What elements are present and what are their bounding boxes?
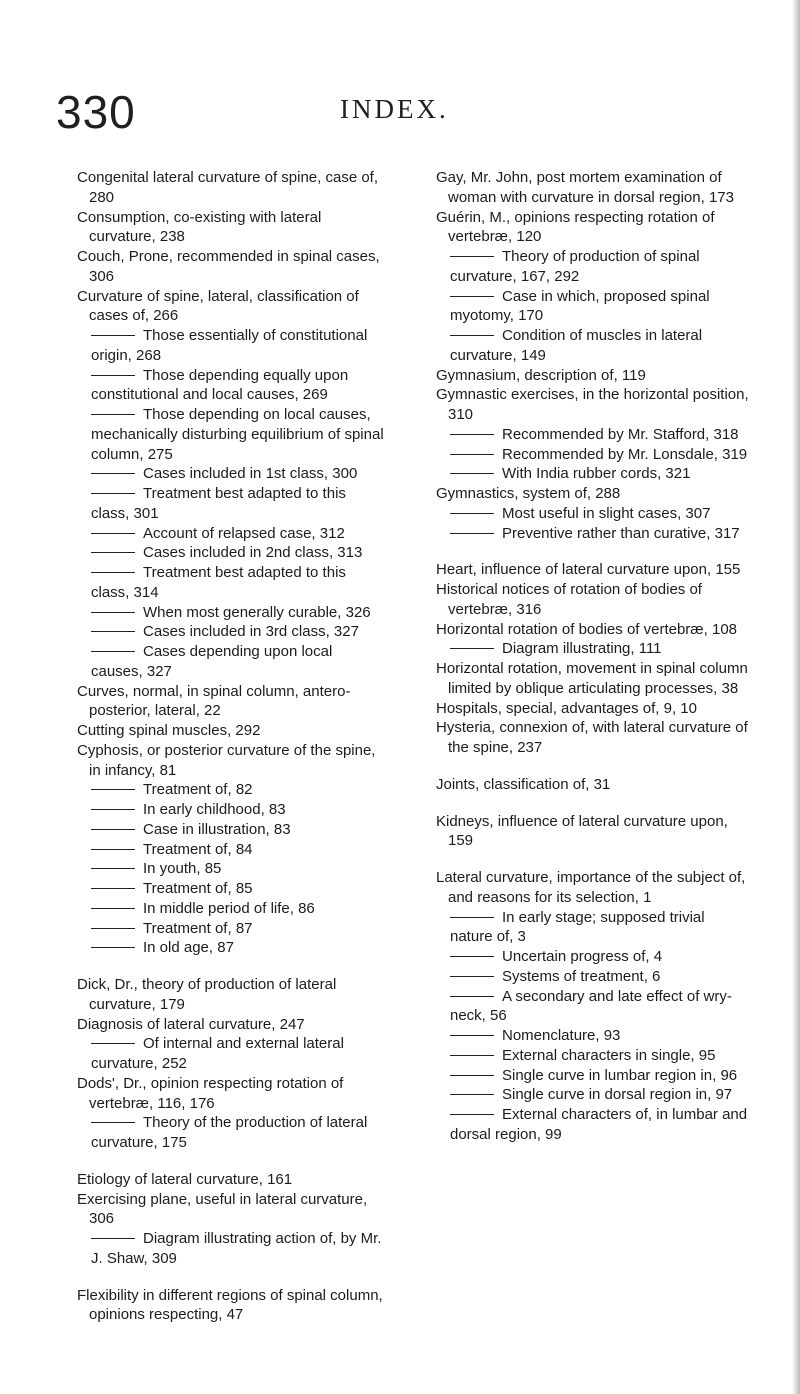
entry-text: Uncertain progress of, 4: [502, 948, 663, 965]
running-head: INDEX.: [340, 94, 449, 124]
ditto-dash: [91, 375, 135, 376]
index-subentry: [77, 524, 386, 544]
index-subentry: [77, 563, 386, 603]
index-subentry: [77, 780, 386, 800]
entry-text: Those essentially of constitutional origin, 268: [91, 327, 368, 364]
entry-text: Congenital lateral curvature of spine, case of, 280: [77, 169, 379, 206]
ditto-dash: [450, 976, 494, 977]
entry-text: Cyphosis, or posterior curvature of the spine, in infancy, 81: [77, 741, 376, 779]
entry-text: Couch, Prone, recommended in spinal cases, 306: [77, 248, 380, 285]
entry-text: In early childhood, 83: [143, 801, 286, 818]
index-subentry: [77, 859, 386, 879]
ditto-dash: [450, 1094, 494, 1095]
ditto-dash: [91, 1043, 135, 1044]
ditto-dash: [450, 1055, 494, 1056]
ditto-dash: [91, 1238, 135, 1239]
index-subentry: [77, 800, 386, 820]
index-subentry: [436, 967, 750, 987]
entry-text: Historical notices of rotation of bodies of vertebræ, 316: [436, 581, 702, 618]
entry-text: Guérin, M., opinions respecting rotation of vertebræ, 120: [436, 208, 715, 246]
entry-text: Treatment of, 85: [143, 880, 253, 897]
entry-text: Kidneys, influence of lateral curvature upon, 159: [436, 812, 728, 850]
entry-text: Hysteria, connexion of, with lateral curvature of the spine, 237: [436, 719, 748, 756]
index-entry: [436, 580, 750, 620]
index-entry: [77, 741, 386, 781]
index-entry: [436, 718, 750, 758]
index-subentry: [436, 464, 750, 484]
index-entry: [77, 682, 386, 722]
entry-text: Flexibility in different regions of spinal column, opinions respecting, 47: [77, 1286, 383, 1324]
index-subentry: [77, 938, 386, 958]
index-subentry: [77, 405, 386, 464]
entry-text: Diagnosis of lateral curvature, 247: [77, 1015, 305, 1033]
ditto-dash: [450, 454, 494, 455]
ditto-dash: [91, 789, 135, 790]
entry-text: Consumption, co-existing with lateral curvature, 238: [77, 208, 322, 246]
page-number: 330: [56, 86, 136, 138]
index-subentry: [436, 524, 750, 544]
ditto-dash: [450, 1035, 494, 1036]
entry-text: Lateral curvature, importance of the subject of, and reasons for its selection, 1: [436, 869, 746, 906]
index-subentry: [77, 366, 386, 406]
index-subentry: [77, 543, 386, 563]
entry-text: Those depending equally upon constitutional and local causes, 269: [91, 366, 349, 404]
entry-text: Cases included in 1st class, 300: [143, 465, 358, 483]
entry-text: Single curve in dorsal region in, 97: [502, 1086, 733, 1104]
entry-text: Diagram illustrating, 111: [502, 640, 662, 658]
ditto-dash: [91, 1122, 135, 1123]
entry-text: A secondary and late effect of wry-neck, 56: [450, 987, 732, 1025]
index-subentry: [436, 987, 750, 1027]
index-entry: [77, 168, 386, 208]
ditto-dash: [450, 533, 494, 534]
index-subentry: [436, 639, 750, 659]
ditto-dash: [450, 1114, 494, 1115]
ditto-dash: [91, 888, 135, 889]
page-edge-shadow: [792, 0, 800, 1394]
entry-text: Case in which, proposed spinal myotomy, 170: [450, 287, 710, 325]
ditto-dash: [450, 473, 494, 474]
index-subentry: [77, 899, 386, 919]
index-entry: [436, 775, 750, 795]
entry-text: Treatment of, 84: [143, 840, 253, 858]
entry-text: External characters in single, 95: [502, 1046, 716, 1064]
index-subentry: [77, 820, 386, 840]
index-entry: [77, 1170, 386, 1190]
index-entry: [436, 560, 750, 580]
ditto-dash: [91, 473, 135, 474]
entry-text: Recommended by Mr. Stafford, 318: [502, 425, 739, 443]
index-subentry: [436, 908, 750, 948]
index-subentry: [436, 1046, 750, 1066]
index-entry: [77, 975, 386, 1015]
index-subentry: [77, 484, 386, 524]
index-subentry: [436, 1026, 750, 1046]
entry-text: Gay, Mr. John, post mortem examination of woman with curvature in dorsal region, 173: [436, 169, 734, 206]
index-subentry: [436, 425, 750, 445]
ditto-dash: [91, 868, 135, 869]
index-subentry: [77, 464, 386, 484]
index-entry: [436, 385, 750, 425]
index-subentry: [436, 445, 750, 465]
index-entry: [77, 721, 386, 741]
index-entry: [77, 287, 386, 327]
index-subentry: [77, 642, 386, 682]
ditto-dash: [450, 335, 494, 336]
entry-text: In early stage; supposed trivial nature of, 3: [450, 908, 705, 946]
index-entry: [436, 484, 750, 504]
entry-text: Exercising plane, useful in lateral curvature, 306: [77, 1190, 368, 1228]
index-entry: [436, 812, 750, 852]
index-subentry: [77, 1229, 386, 1269]
entry-text: Treatment best adapted to this class, 301: [91, 485, 346, 522]
entry-text: Treatment of, 82: [143, 781, 253, 799]
entry-text: Diagram illustrating action of, by Mr. J. Shaw, 309: [91, 1230, 382, 1267]
ditto-dash: [91, 947, 135, 948]
entry-text: Nomenclature, 93: [502, 1027, 621, 1044]
index-subentry: [436, 287, 750, 327]
entry-text: Cutting spinal muscles, 292: [77, 722, 261, 739]
index-entry: [77, 1015, 386, 1035]
entry-text: With India rubber cords, 321: [502, 465, 691, 483]
ditto-dash: [91, 829, 135, 830]
entry-text: In youth, 85: [143, 860, 222, 878]
entry-text: In old age, 87: [143, 939, 234, 957]
ditto-dash: [91, 552, 135, 553]
entry-text: Preventive rather than curative, 317: [502, 524, 740, 542]
entry-text: Dods', Dr., opinion respecting rotation of vertebræ, 116, 176: [77, 1074, 344, 1112]
entry-text: Systems of treatment, 6: [502, 967, 661, 985]
entry-text: Theory of the production of lateral curvature, 175: [91, 1114, 368, 1151]
entry-text: Cases depending upon local causes, 327: [91, 643, 333, 680]
index-subentry: [77, 1113, 386, 1153]
ditto-dash: [91, 849, 135, 850]
index-entry: [436, 366, 750, 386]
ditto-dash: [450, 256, 494, 257]
ditto-dash: [91, 414, 135, 415]
index-subentry: [436, 1105, 750, 1145]
entry-text: Cases included in 2nd class, 313: [143, 544, 363, 562]
index-subentry: [77, 1034, 386, 1074]
index-subentry: [436, 947, 750, 967]
index-subentry: [77, 603, 386, 623]
ditto-dash: [91, 651, 135, 652]
entry-text: Dick, Dr., theory of production of lateral curvature, 179: [77, 976, 337, 1013]
ditto-dash: [91, 335, 135, 336]
entry-text: Horizontal rotation, movement in spinal column limited by oblique articulating processes, 38: [436, 660, 748, 697]
index-subentry: [77, 879, 386, 899]
index-subentry: [77, 622, 386, 642]
entry-text: Curves, normal, in spinal column, antero-posterior, lateral, 22: [77, 682, 351, 720]
ditto-dash: [91, 612, 135, 613]
index-entry: [77, 1286, 386, 1326]
ditto-dash: [91, 493, 135, 494]
ditto-dash: [450, 296, 494, 297]
entry-text: Condition of muscles in lateral curvature, 149: [450, 327, 703, 364]
index-subentry: [436, 247, 750, 287]
entry-text: Joints, classification of, 31: [436, 775, 611, 793]
ditto-dash: [450, 1075, 494, 1076]
entry-text: In middle period of life, 86: [143, 899, 315, 917]
entry-text: Curvature of spine, lateral, classification of cases of, 266: [77, 287, 359, 325]
ditto-dash: [91, 928, 135, 929]
index-entry: [436, 168, 750, 208]
entry-text: Theory of production of spinal curvature, 167, 292: [450, 248, 700, 285]
entry-text: Gymnasium, description of, 119: [436, 366, 646, 384]
ditto-dash: [91, 572, 135, 573]
ditto-dash: [91, 809, 135, 810]
entry-text: Heart, influence of lateral curvature upon, 155: [436, 561, 741, 579]
index-subentry: [77, 326, 386, 366]
entry-text: External characters of, in lumbar and dorsal region, 99: [450, 1106, 748, 1143]
ditto-dash: [450, 513, 494, 514]
ditto-dash: [450, 956, 494, 957]
index-column-left: [77, 168, 386, 1325]
entry-text: Those depending on local causes, mechanically disturbing equilibrium of spinal column, 275: [91, 406, 384, 463]
entry-text: Gymnastic exercises, in the horizontal position, 310: [436, 386, 749, 423]
entry-text: Treatment best adapted to this class, 314: [91, 564, 346, 601]
index-entry: [436, 659, 750, 699]
entry-text: Single curve in lumbar region in, 96: [502, 1066, 738, 1084]
entry-text: Account of relapsed case, 312: [143, 524, 345, 542]
index-subentry: [77, 919, 386, 939]
ditto-dash: [91, 908, 135, 909]
index-column-right: [436, 168, 750, 1145]
entry-text: Etiology of lateral curvature, 161: [77, 1170, 293, 1188]
ditto-dash: [91, 533, 135, 534]
entry-text: Most useful in slight cases, 307: [502, 504, 711, 522]
ditto-dash: [450, 648, 494, 649]
index-subentry: [436, 1085, 750, 1105]
ditto-dash: [450, 996, 494, 997]
index-subentry: [436, 504, 750, 524]
entry-text: Treatment of, 87: [143, 919, 253, 937]
index-entry: [436, 620, 750, 640]
entry-text: Case in illustration, 83: [143, 820, 291, 838]
entry-text: Recommended by Mr. Lonsdale, 319: [502, 445, 748, 463]
entry-text: When most generally curable, 326: [143, 603, 371, 621]
ditto-dash: [450, 917, 494, 918]
entry-text: Hospitals, special, advantages of, 9, 10: [436, 699, 697, 717]
ditto-dash: [450, 434, 494, 435]
entry-text: Cases included in 3rd class, 327: [143, 623, 359, 641]
entry-text: Gymnastics, system of, 288: [436, 485, 621, 502]
index-entry: [77, 1074, 386, 1114]
ditto-dash: [91, 631, 135, 632]
entry-text: Horizontal rotation of bodies of vertebræ, 108: [436, 620, 738, 638]
index-subentry: [436, 326, 750, 366]
index-entry: [77, 1190, 386, 1230]
index-subentry: [436, 1066, 750, 1086]
index-entry: [77, 247, 386, 287]
entry-text: Of internal and external lateral curvature, 252: [91, 1035, 344, 1072]
index-entry: [436, 699, 750, 719]
index-entry: [436, 208, 750, 248]
index-entry: [436, 868, 750, 908]
index-entry: [77, 208, 386, 248]
index-subentry: [77, 840, 386, 860]
